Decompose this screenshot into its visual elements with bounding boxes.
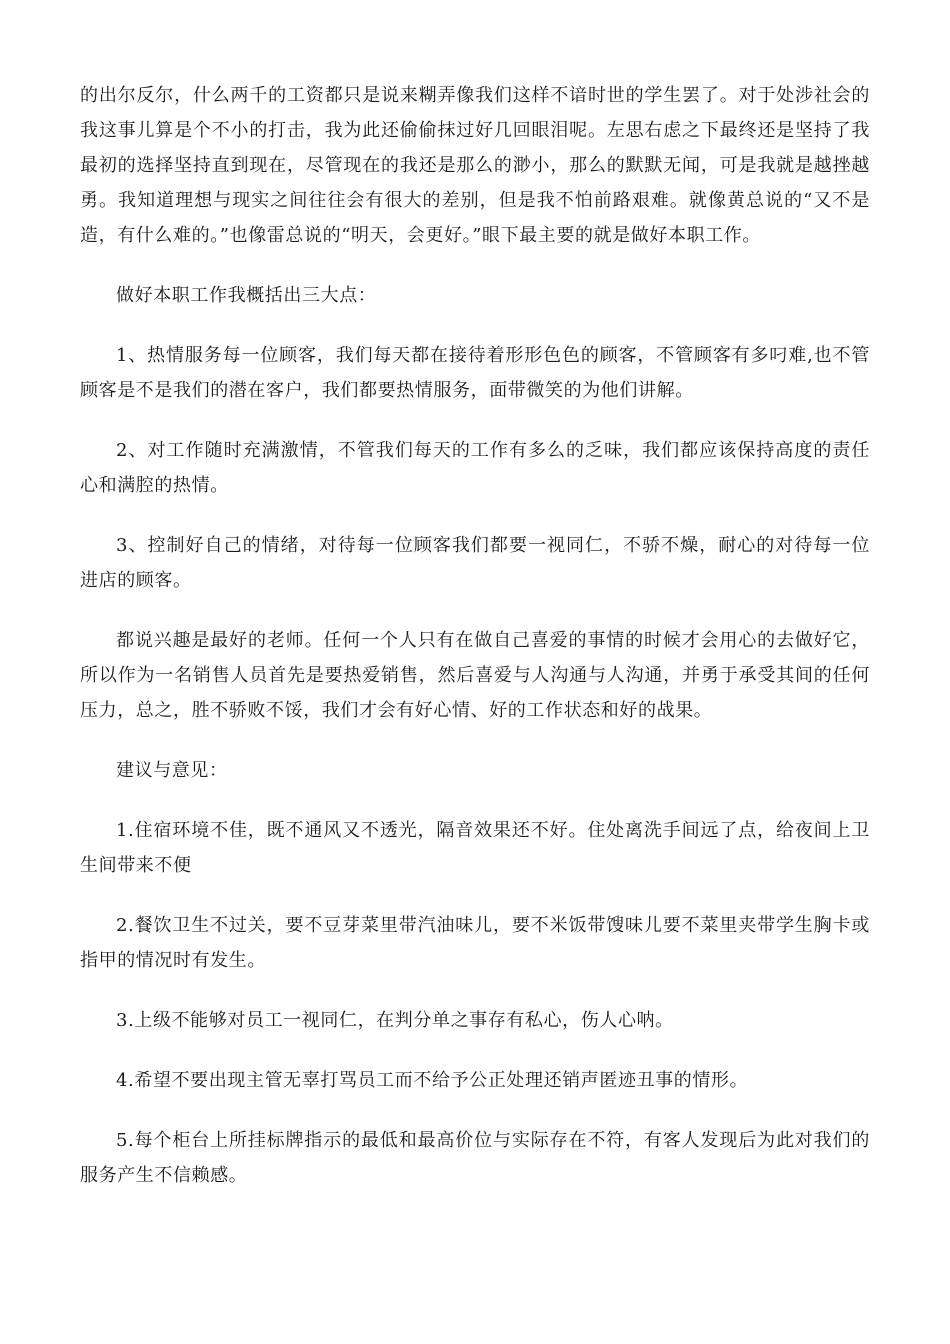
paragraph-duty-2: 2、对工作随时充满激情，不管我们每天的工作有多么的乏味，我们都应该保持高度的责任心和满腔的热情。 [80,440,870,496]
paragraph-suggestion-2: 2.餐饮卫生不过关，要不豆芽菜里带汽油味儿，要不米饭带馊味儿要不菜里夹带学生胸卡或指甲的情况时有发生。 [80,915,870,971]
paragraph-suggestions-heading: 建议与意见： [116,760,228,781]
paragraph-interest: 都说兴趣是最好的老师。任何一个人只有在做自己喜爱的事情的时候才会用心的去做好它，所以作为一名销售人员首先是要热爱销售，然后喜爱与人沟通与人沟通，并勇于承受其间的任何压力，总之，胜不骄败不馁，我们才会有好心情、好的工作状态和好的战果。 [80,630,870,721]
paragraph-suggestion-5: 5.每个柜台上所挂标牌指示的最低和最高价位与实际存在不符，有客人发现后为此对我们的服务产生不信赖感。 [80,1130,870,1186]
paragraph-duty-1: 1、热情服务每一位顾客，我们每天都在接待着形形色色的顾客，不管顾客有多叼难,也不管顾客是不是我们的潜在客户，我们都要热情服务，面带微笑的为他们讲解。 [80,345,870,401]
paragraph-duties-intro: 做好本职工作我概括出三大点： [116,285,377,306]
document-body [80,78,870,1218]
paragraph-duty-3: 3、控制好自己的情绪，对待每一位顾客我们都要一视同仁，不骄不燥，耐心的对待每一位进店的顾客。 [80,535,870,591]
paragraph-suggestion-1: 1.住宿环境不佳，既不通风又不透光，隔音效果还不好。住处离洗手间远了点，给夜间上卫生间带来不便 [80,820,870,876]
paragraph-continuation: 的出尔反尔，什么两千的工资都只是说来糊弄像我们这样不谙时世的学生罢了。对于处涉社会的我这事儿算是个不小的打击，我为此还偷偷抹过好几回眼泪呢。左思右虑之下最终还是坚持了我最初的选择坚持直到现在，尽管现在的我还是那么的渺小，那么的默默无闻，可是我就是越挫越勇。我知道理想与现实之间往往会有很大的差别，但是我不怕前路艰难。就像黄总说的“又不是造，有什么难的。”也像雷总说的“明天，会更好。”眼下最主要的就是做好本职工作。 [80,85,870,246]
paragraph-suggestion-3: 3.上级不能够对员工一视同仁，在判分单之事存有私心，伤人心呐。 [116,1010,674,1031]
paragraph-suggestion-4: 4.希望不要出现主管无辜打骂员工而不给予公正处理还销声匿迹丑事的情形。 [116,1070,749,1091]
